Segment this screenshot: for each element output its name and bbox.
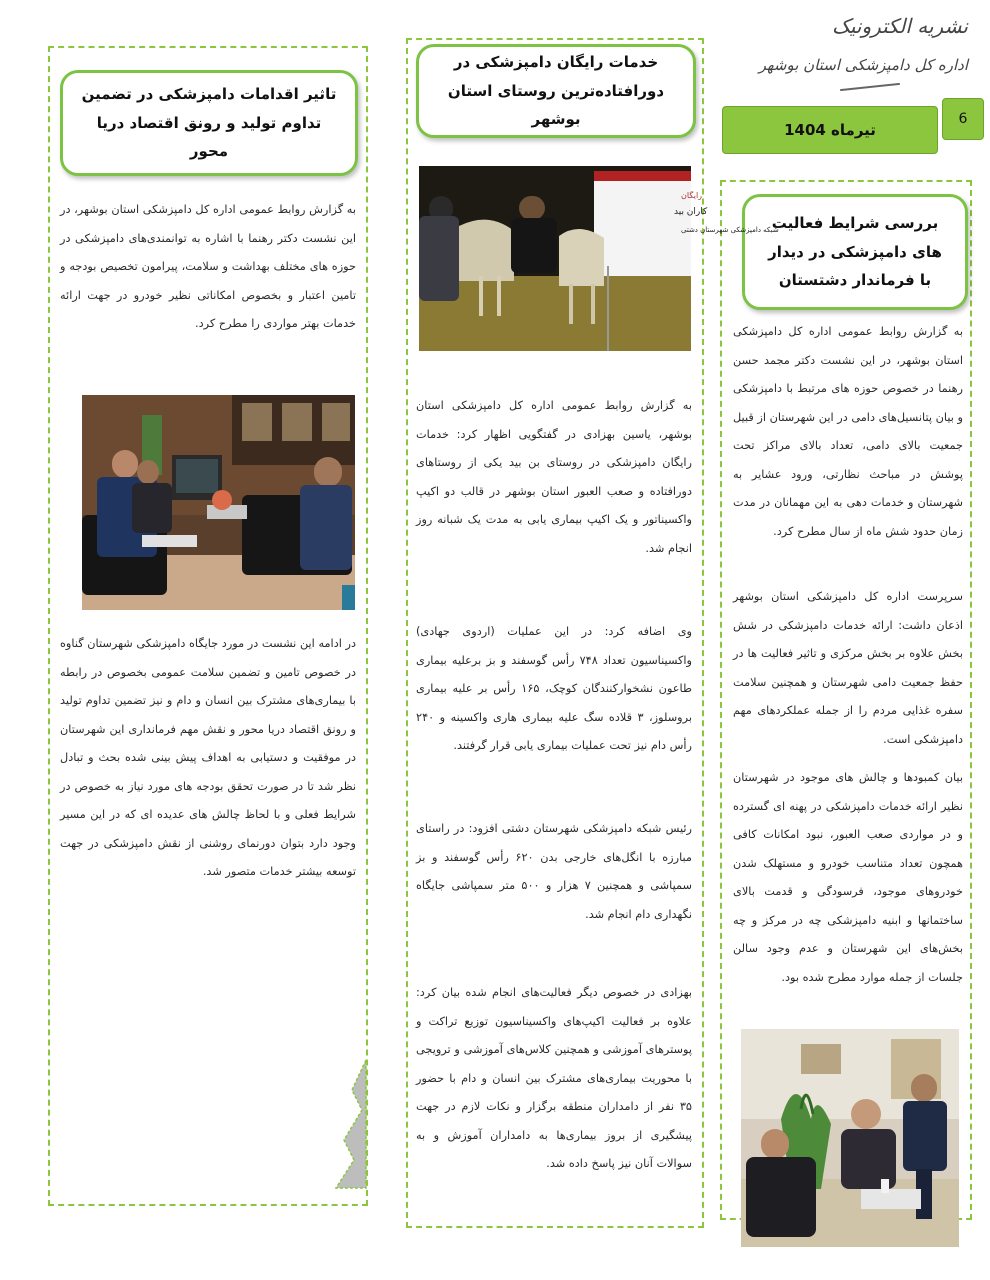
middle-article-paragraph-4: بهزادی در خصوص دیگر فعالیت‌های انجام شده بیان کرد: علاوه بر فعالیت اکیپ‌های واکسیناسیون توزیع تراکت و پوسترهای آموزشی و همچنین کلاس‌های آموزشی و ترویجی با محوریت بیماری‌های مشترک بین انسان و دام با حضور ۳۵ نفر از دامداران منطقه برگزار و نکات لازم در جهت پیشگیری از بروز بیماری‌ها به دامداران آموزش و به سوالات آنان نیز پاسخ داده شد. — [416, 986, 692, 1170]
right-article-title: بررسی شرایط فعالیت های دامپزشکی در دیدار با فرماندار دشتستان — [742, 194, 968, 310]
banner-text-3: شبکه دامپزشکی شهرستان دشتی — [681, 226, 779, 234]
masthead-flourish — [840, 83, 900, 91]
page-curl-decoration — [332, 1060, 368, 1190]
middle-article-title: خدمات رایگان دامپزشکی در دورافتاده‌ترین روستای استان بوشهر — [416, 44, 696, 138]
left-article-title: تاثیر اقدامات دامپزشکی در تضمین تداوم تولید و رونق اقتصاد دریا محور — [60, 70, 358, 176]
masthead-title: نشریه الکترونیک — [831, 14, 968, 38]
right-article-paragraph-2: سرپرست اداره کل دامپزشکی استان بوشهر اذعان داشت: ارائه خدمات دامپزشکی در شش بخش علاوه بر بخش مرکزی و تاثیر فعالیت ها در حفظ جمعیت دامی شهرستان و همچنین سلامت سفره غذایی مردم را از جمله عملکردهای مهم دامپزشکی است. — [733, 590, 963, 746]
middle-article-photo — [419, 166, 779, 351]
left-article-photo — [82, 395, 355, 610]
middle-article-paragraph-2: وی اضافه کرد: در این عملیات (اردوی جهادی) واکسیناسیون تعداد ۷۴۸ رأس گوسفند و بز برعلیه بیماری طاعون نشخوارکنندگان کوچک، ۱۶۵ رأس بر علیه بیماری بروسلوز، ۳ قلاده سگ علیه بیماری هاری واکسینه و ۲۴۰ رأس دام نیز تحت عملیات بیماری یابی قرار گرفتند. — [416, 625, 692, 752]
right-article-paragraph-3: بیان کمبودها و چالش های موجود در شهرستان نظیر ارائه خدمات دامپزشکی در پهنه ای گسترده و در مواردی صعب العبور، نبود امکانات کافی همچون تعداد متناسب خودرو و مستهلک شدن خودروهای موجود، فرسودگی و قدمت بالای ساختمانها و ابنیه دامپزشکی چه در مرکز و چه بخش‌های این شهرستان و عدم وجود سالن جلسات از جمله موارد مطرح شده بود. — [733, 771, 963, 984]
banner-text-2: کاران بید — [674, 207, 708, 217]
office-meeting-image-2 — [82, 395, 355, 610]
issue-date: تیرماه 1404 — [722, 106, 938, 154]
right-article-photo — [741, 1029, 959, 1247]
page-number: 6 — [942, 98, 984, 140]
masthead-subtitle: اداره کل دامپزشکی استان بوشهر — [758, 56, 968, 74]
night-vaccination-image — [419, 166, 779, 351]
banner-text-1: رایگان — [681, 191, 703, 200]
left-article-paragraph-2: در ادامه این نشست در مورد جایگاه دامپزشکی شهرستان گناوه در خصوص تامین و تضمین سلامت عمومی بخصوص در رابطه با بیماری‌های مشترک بین انسان و دام و نیز تضمین تداوم تولید و رونق اقتصاد دریا محور و نقش مهم فرمانداری این شهرستان در موفقیت و دستیابی به اهداف پیش بینی شده بحث و تبادل نظر شد تا در صورت تحقق بودجه های مورد نیاز به خصوص در شرایط فعلی و با لحاظ چالش های عدیده ای که در این مسیر وجود دارد بتوان دورنمای روشنی از نقش دامپزشکی در جهت توسعه بیشتر خدمات متصور شد. — [60, 637, 356, 878]
office-meeting-image — [741, 1029, 959, 1247]
right-article-paragraph-1: به گزارش روابط عمومی اداره کل دامپزشکی استان بوشهر، در این نشست دکتر مجمد حسن رهنما در خصوص حوزه های مرتبط با دامپزشکی و بیان پتانسیل‌های دامی در این شهرستان از قبیل جمعیت بالای دامی، تعداد بالای مراکز تحت پوشش در مباحث نظارتی، ورود عشایر به شهرستان و خدمات دهی به این مهمانان در مدت زمان حدود شش ماه از سال مطرح کرد. — [733, 325, 963, 538]
left-article-paragraph-1: به گزارش روابط عمومی اداره کل دامپزشکی استان بوشهر، در این نشست دکتر رهنما با اشاره به توانمندی‌های دامپزشکی در حوزه های مختلف بهداشت و سلامت، پیرامون تخصیص بودجه و تامین اعتبار و بخصوص امکاناتی نظیر خودرو در جهت ارائه خدمات بهتر مواردی را مطرح کرد. — [60, 203, 356, 330]
middle-article-paragraph-3: رئیس شبکه دامپزشکی شهرستان دشتی افزود: در راستای مبارزه با انگل‌های خارجی بدن ۶۲۰ رأس گوسفند و بز سمپاشی و همچنین ۷ هزار و ۵۰۰ متر سمپاشی جایگاه نگهداری دام انجام شد. — [416, 822, 692, 921]
middle-article-paragraph-1: به گزارش روابط عمومی اداره کل دامپزشکی استان بوشهر، یاسین بهزادی در گفتگویی اظهار کرد: خدمات رایگان دامپزشکی در روستای بن بید یکی از روستاهای دورافتاده و صعب العبور استان بوشهر در قالب دو اکیپ واکسیناتور و یک اکیپ بیماری یابی به مدت یک شبانه روز انجام شد. — [416, 399, 692, 555]
